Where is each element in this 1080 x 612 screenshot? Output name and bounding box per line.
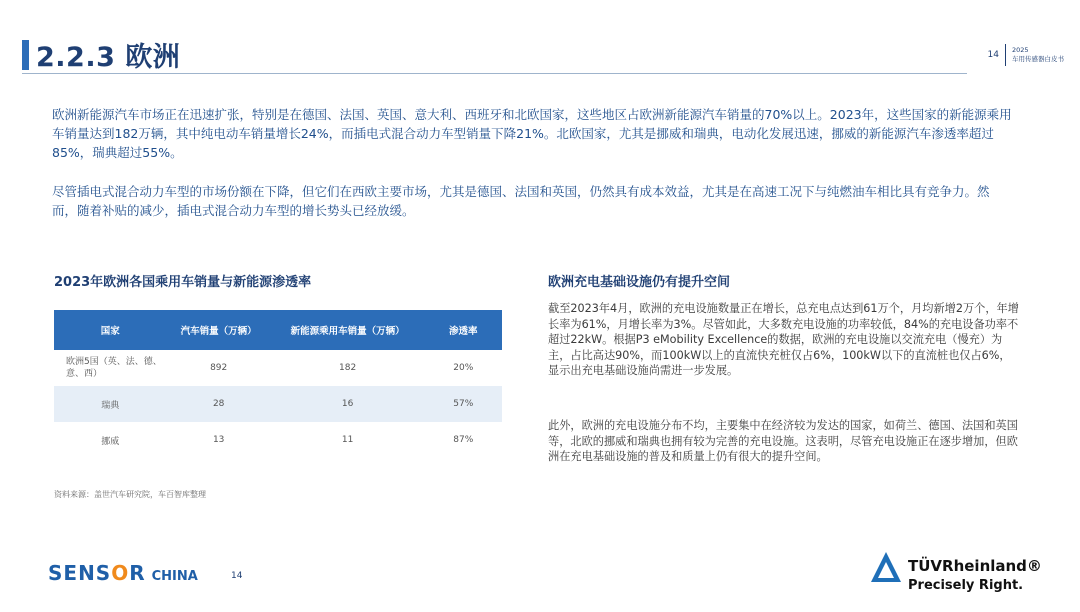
cell-car-sales: 28 [167,386,271,422]
cell-nev-sales: 182 [339,363,357,373]
charging-section-title: 欧洲充电基础设施仍有提升空间 [548,275,731,290]
table-title: 2023年欧洲各国乘用车销量与新能源渗透率 [54,275,312,290]
header-report-info [1006,46,1064,64]
sensor-logo-o: O [111,561,130,585]
header-report-year: 2025 [1012,46,1029,55]
footer-page-number: 14 [231,571,243,581]
cell-penetration: 87% [453,435,474,445]
sales-table [54,310,502,458]
running-header [988,44,1064,66]
page-title: 2.2.3 欧洲 [36,42,181,73]
cell-country: 挪威 [101,436,120,447]
header-report-name: 车用传感器白皮书 [1012,55,1064,63]
cell-nev-sales: 16 [271,386,425,422]
column-header-penetration: 渗透率 [425,310,502,350]
sensor-logo-sub: CHINA [151,569,198,584]
charging-paragraph-1: 截至2023年4月，欧洲的充电设施数量正在增长，总充电点达到61万个，月均新增2万个，年增长率为61%，月增长率为3%。尽管如此，大多数充电设施的功率较低，84%的充电设备功率不超过22kW。根据P3 eMobility Excellence的数据，欧洲的充电设施以交流充电（慢充）为主，占比高达90%，而100kW以上的直流快充桩仅占6%，100kW以下的直流桩也仅占6%，显示出充电基础设施尚需进一步发展。 [548,302,1019,377]
sensor-logo-part2: R [129,561,146,585]
table-source-note: 资料来源：盖世汽车研究院，车百智库整理 [54,490,206,499]
tuv-tagline: Precisely Right. [908,578,1024,593]
intro-paragraph-2: 尽管插电式混合动力车型的市场份额在下降，但它们在西欧主要市场，尤其是德国、法国和英国，仍然具有成本效益，尤其是在高速工况下与纯燃油车相比具有竞争力。然而，随着补贴的减少，插电式混合动力车型的增长势头已经放缓。 [52,184,990,218]
header-page-number: 14 [987,50,999,60]
column-header-country: 国家 [54,310,167,350]
title-accent-bar [22,40,29,70]
sensor-china-logo [48,561,198,585]
cell-country: 瑞典 [54,386,167,422]
cell-penetration: 57% [425,386,502,422]
table-row [54,350,502,386]
column-header-nev-sales: 新能源乘用车销量（万辆） [271,310,425,350]
cell-penetration: 20% [453,363,474,373]
title-divider [22,73,967,74]
charging-paragraph-2: 此外，欧洲的充电设施分布不均，主要集中在经济较为发达的国家，如荷兰、德国、法国和英国等，北欧的挪威和瑞典也拥有较为完善的充电设施。这表明，尽管充电设施正在逐步增加，但欧洲在充电基础设施的普及和质量上仍有很大的提升空间。 [548,419,1018,463]
column-header-car-sales: 汽车销量（万辆） [167,310,271,350]
tuv-rheinland-name: TÜVRheinland® [908,557,1042,575]
table-row [54,386,502,422]
intro-paragraph-1: 欧洲新能源汽车市场正在迅速扩张，特别是在德国、法国、英国、意大利、西班牙和北欧国家，这些地区占欧洲新能源汽车销量的70%以上。2023年，这些国家的新能源乘用车销量达到182万辆，其中纯电动车销量增长24%，而插电式混合动力车型销量下降21%。北欧国家，尤其是挪威和瑞典，电动化发展迅速，挪威的新能源汽车渗透率超过85%，瑞典超过55%。 [52,107,1012,160]
cell-car-sales: 13 [212,435,225,445]
sensor-logo-part1: SENS [48,561,112,585]
cell-country: 欧洲5国（英、法、德、意、西） [66,357,162,379]
table-row [54,422,502,458]
cell-car-sales: 892 [210,363,228,373]
cell-nev-sales: 11 [341,435,354,445]
tuv-triangle-icon [870,550,902,584]
table-header-row [54,310,502,350]
